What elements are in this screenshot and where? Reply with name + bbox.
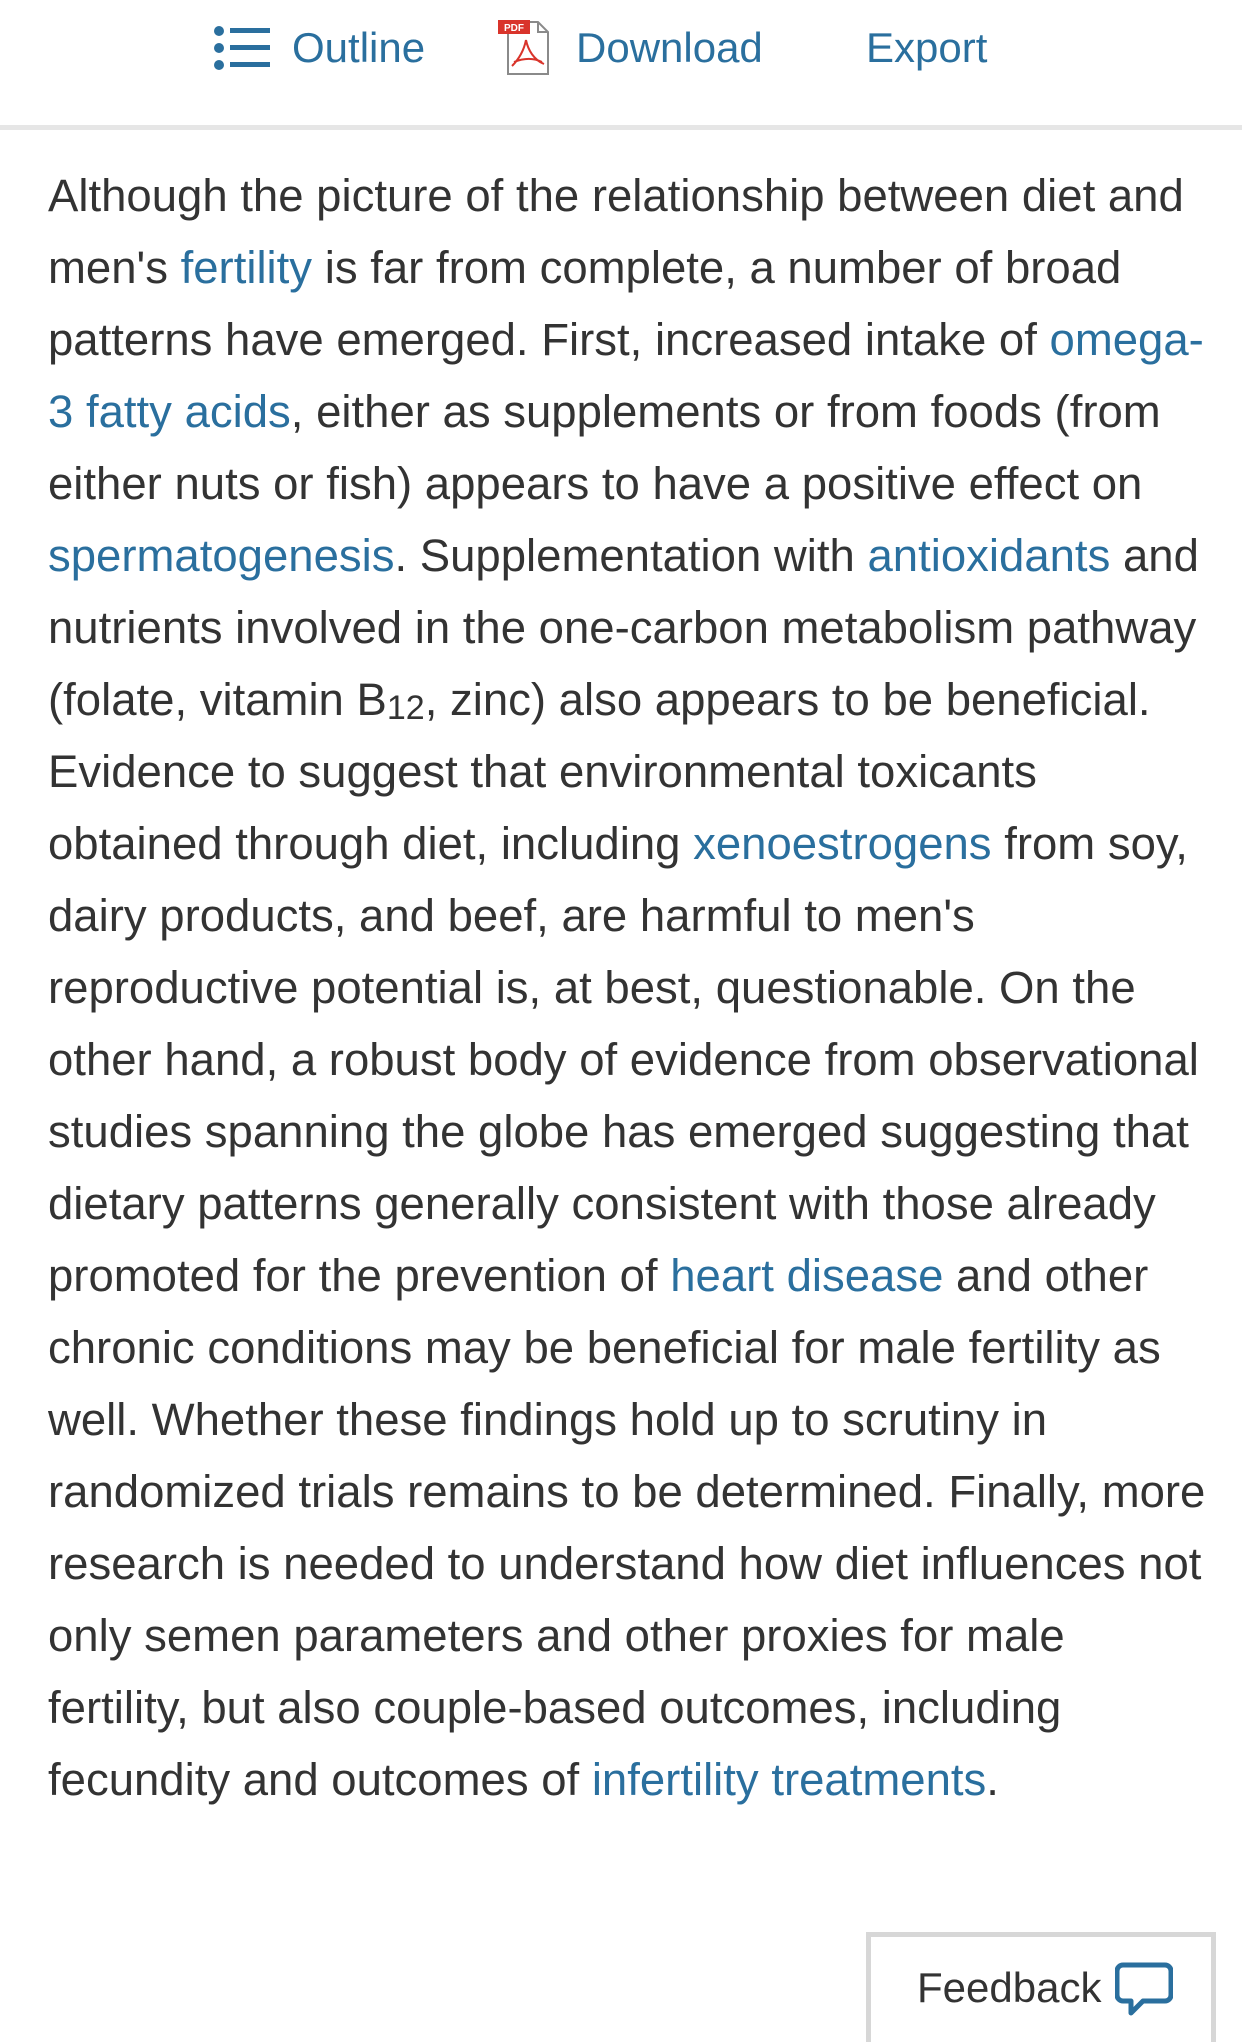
- text-span: , zinc) also appears to be beneficial. Evidence to suggest that environmental toxicants obtained through diet, including: [48, 674, 1151, 869]
- link-antioxidants[interactable]: antioxidants: [867, 530, 1111, 581]
- text-span: and nutrients involved in the one-carbon metabolism pathway (folate, vitamin B: [48, 530, 1199, 725]
- feedback-label: Feedback: [917, 1964, 1102, 2011]
- link-xenoestrogens[interactable]: xenoestrogens: [693, 818, 992, 869]
- export-label: Export: [866, 24, 988, 71]
- text-span: Although the picture of the relationship between diet and men's: [48, 170, 1184, 293]
- feedback-button[interactable]: [866, 1932, 1216, 2042]
- chat-bubble-icon: [1115, 1961, 1173, 2017]
- link-heart-disease[interactable]: heart disease: [670, 1250, 944, 1301]
- pdf-file-icon: [496, 18, 556, 78]
- text-span: . Supplementation with: [394, 530, 868, 581]
- article-body: [48, 160, 1218, 1816]
- text-span: from soy, dairy products, and beef, are harmful to men's reproductive potential is, at best, questionable. On the other hand, a robust body of evidence from observational studies spanning the globe has emerged suggesting that dietary patterns generally consistent with those already promoted for the prevention of: [48, 818, 1199, 1301]
- pdf-badge-text: PDF: [504, 23, 524, 34]
- text-span: and other chronic conditions may be beneficial for male fertility as well. Whether these findings hold up to scrutiny in randomized trials remains to be determined. Finally, more research is needed to understand how diet influences not only semen parameters and other proxies for male fertility, but also couple-based outcomes, including fecundity and outcomes of: [48, 1250, 1206, 1805]
- download-button[interactable]: [496, 18, 763, 78]
- article-toolbar: [0, 0, 1242, 130]
- link-omega-3-fatty-acids[interactable]: omega-3 fatty acids: [48, 314, 1204, 437]
- text-span: , either as supplements or from foods (from either nuts or fish) appears to have a positive effect on: [48, 386, 1161, 509]
- outline-label: Outline: [292, 24, 426, 71]
- text-span: is far from complete, a number of broad patterns have emerged. First, increased intake of: [48, 242, 1122, 365]
- list-icon: [214, 26, 272, 70]
- link-spermatogenesis[interactable]: spermatogenesis: [48, 530, 395, 581]
- download-label: Download: [576, 24, 763, 71]
- link-infertility-treatments[interactable]: infertility treatments: [591, 1754, 987, 1805]
- subscript-12: 12: [386, 689, 425, 727]
- text-span: .: [986, 1754, 999, 1805]
- outline-button[interactable]: [214, 18, 425, 78]
- article-paragraph: [48, 160, 1218, 1816]
- export-button[interactable]: [866, 18, 987, 78]
- link-fertility[interactable]: fertility: [180, 242, 313, 293]
